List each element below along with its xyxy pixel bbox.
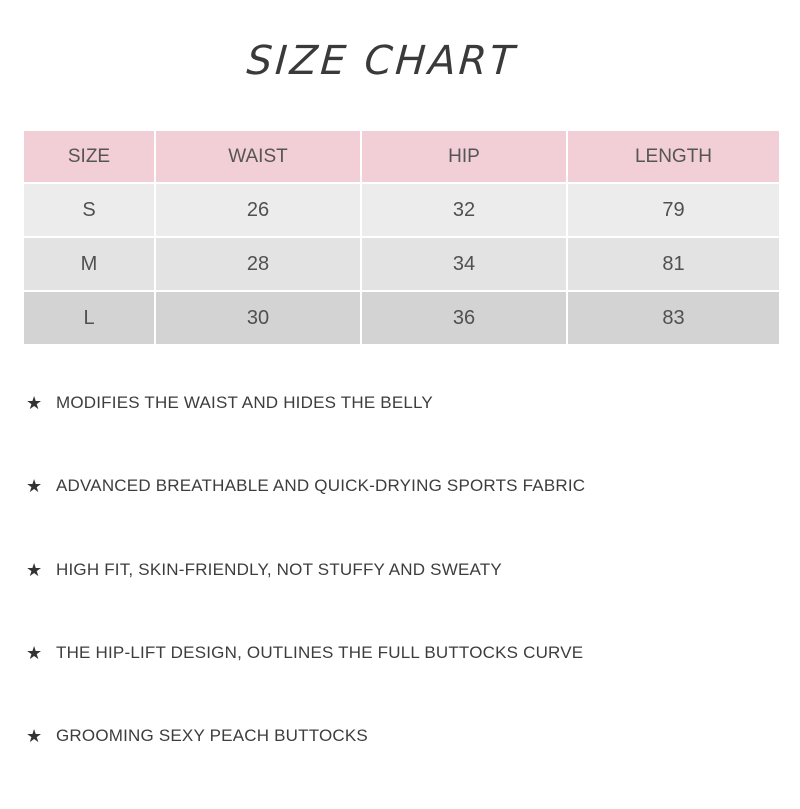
feature-list [26,393,766,809]
header-length: LENGTH [567,130,780,183]
list-item [26,726,766,809]
cell-size: S [23,183,155,237]
cell-waist: 26 [155,183,361,237]
feature-text: ADVANCED BREATHABLE AND QUICK-DRYING SPORTS FABRIC [56,476,586,496]
list-item [26,476,766,559]
cell-hip: 36 [361,291,567,345]
cell-hip: 32 [361,183,567,237]
page-title: SIZE CHART [245,38,519,84]
header-size: SIZE [23,130,155,183]
table-row [23,291,780,345]
size-chart-table [22,129,781,346]
feature-text: GROOMING SEXY PEACH BUTTOCKS [56,726,368,746]
cell-waist: 28 [155,237,361,291]
star-icon: ★ [26,476,43,497]
cell-length: 81 [567,237,780,291]
table-row [23,237,780,291]
list-item [26,393,766,476]
feature-text: HIGH FIT, SKIN-FRIENDLY, NOT STUFFY AND SWEATY [56,559,502,579]
star-icon: ★ [26,393,43,413]
cell-length: 79 [567,183,780,237]
table-row [23,183,780,237]
feature-text: MODIFIES THE WAIST AND HIDES THE BELLY [56,393,433,412]
cell-length: 83 [567,291,780,345]
cell-size: M [23,237,155,291]
header-waist: WAIST [155,130,361,183]
star-icon: ★ [26,559,43,580]
star-icon: ★ [26,726,43,747]
table-header-row [23,130,780,183]
header-hip: HIP [361,130,567,183]
cell-hip: 34 [361,237,567,291]
cell-size: L [23,291,155,345]
star-icon: ★ [26,642,43,663]
list-item [26,560,766,643]
feature-text: THE HIP-LIFT DESIGN, OUTLINES THE FULL BUTTOCKS CURVE [56,642,584,662]
cell-waist: 30 [155,291,361,345]
list-item [26,643,766,726]
